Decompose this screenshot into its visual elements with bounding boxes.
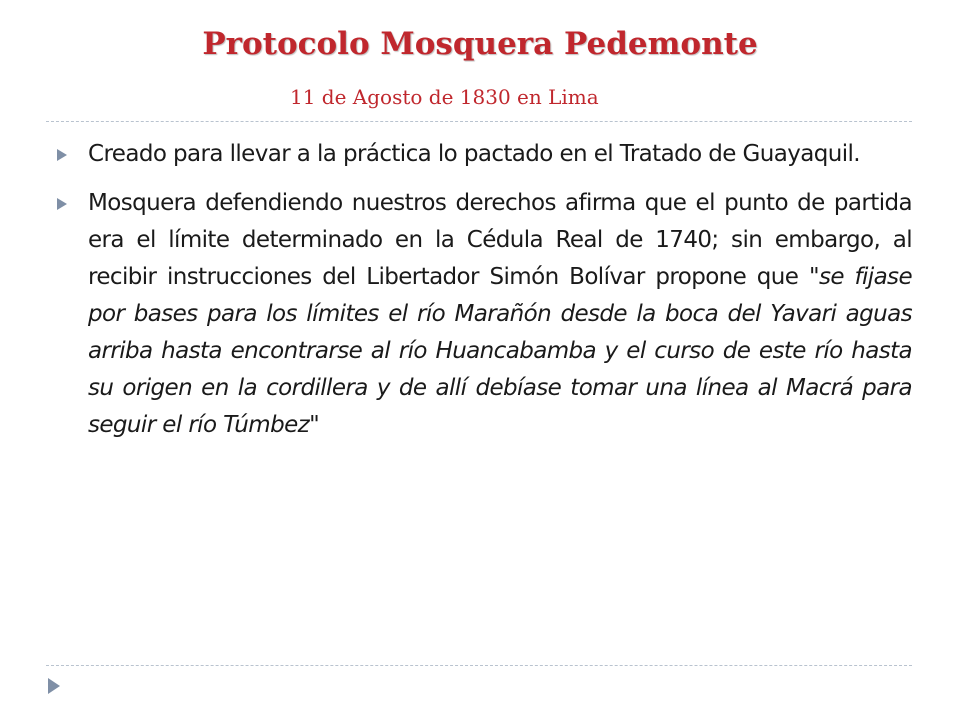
bullet-text-intro: Mosquera defendiendo nuestros derechos afirma que el punto de partida era el límite determinado en la Cédula Real de 1740; sin embargo, al recibir instrucciones del Libertador Simón Bolívar propone que ": [88, 190, 912, 290]
triangle-right-icon: [47, 677, 61, 700]
bullet-item: [56, 136, 912, 173]
bullet-quote: se fijase por bases para los límites el río Marañón desde la boca del Yavari aguas arriba hasta encontrarse al río Huancabamba y el curso de este río hasta su origen en la cordillera y de allí debíase tomar una línea al Macrá para seguir el río Túmbez: [88, 264, 912, 438]
bullet-list: [56, 136, 912, 456]
bullet-text: [88, 185, 912, 444]
bullet-text-close: ": [309, 412, 320, 438]
top-divider: [46, 121, 912, 122]
bullet-item: [56, 185, 912, 444]
triangle-right-icon: [56, 136, 88, 173]
slide-title: Protocolo Mosquera Pedemonte: [202, 26, 758, 62]
bottom-divider: [46, 665, 912, 666]
triangle-right-icon: [56, 185, 88, 222]
slide-subtitle: 11 de Agosto de 1830 en Lima: [290, 85, 599, 109]
bullet-text: Creado para llevar a la práctica lo pactado en el Tratado de Guayaquil.: [88, 141, 860, 167]
